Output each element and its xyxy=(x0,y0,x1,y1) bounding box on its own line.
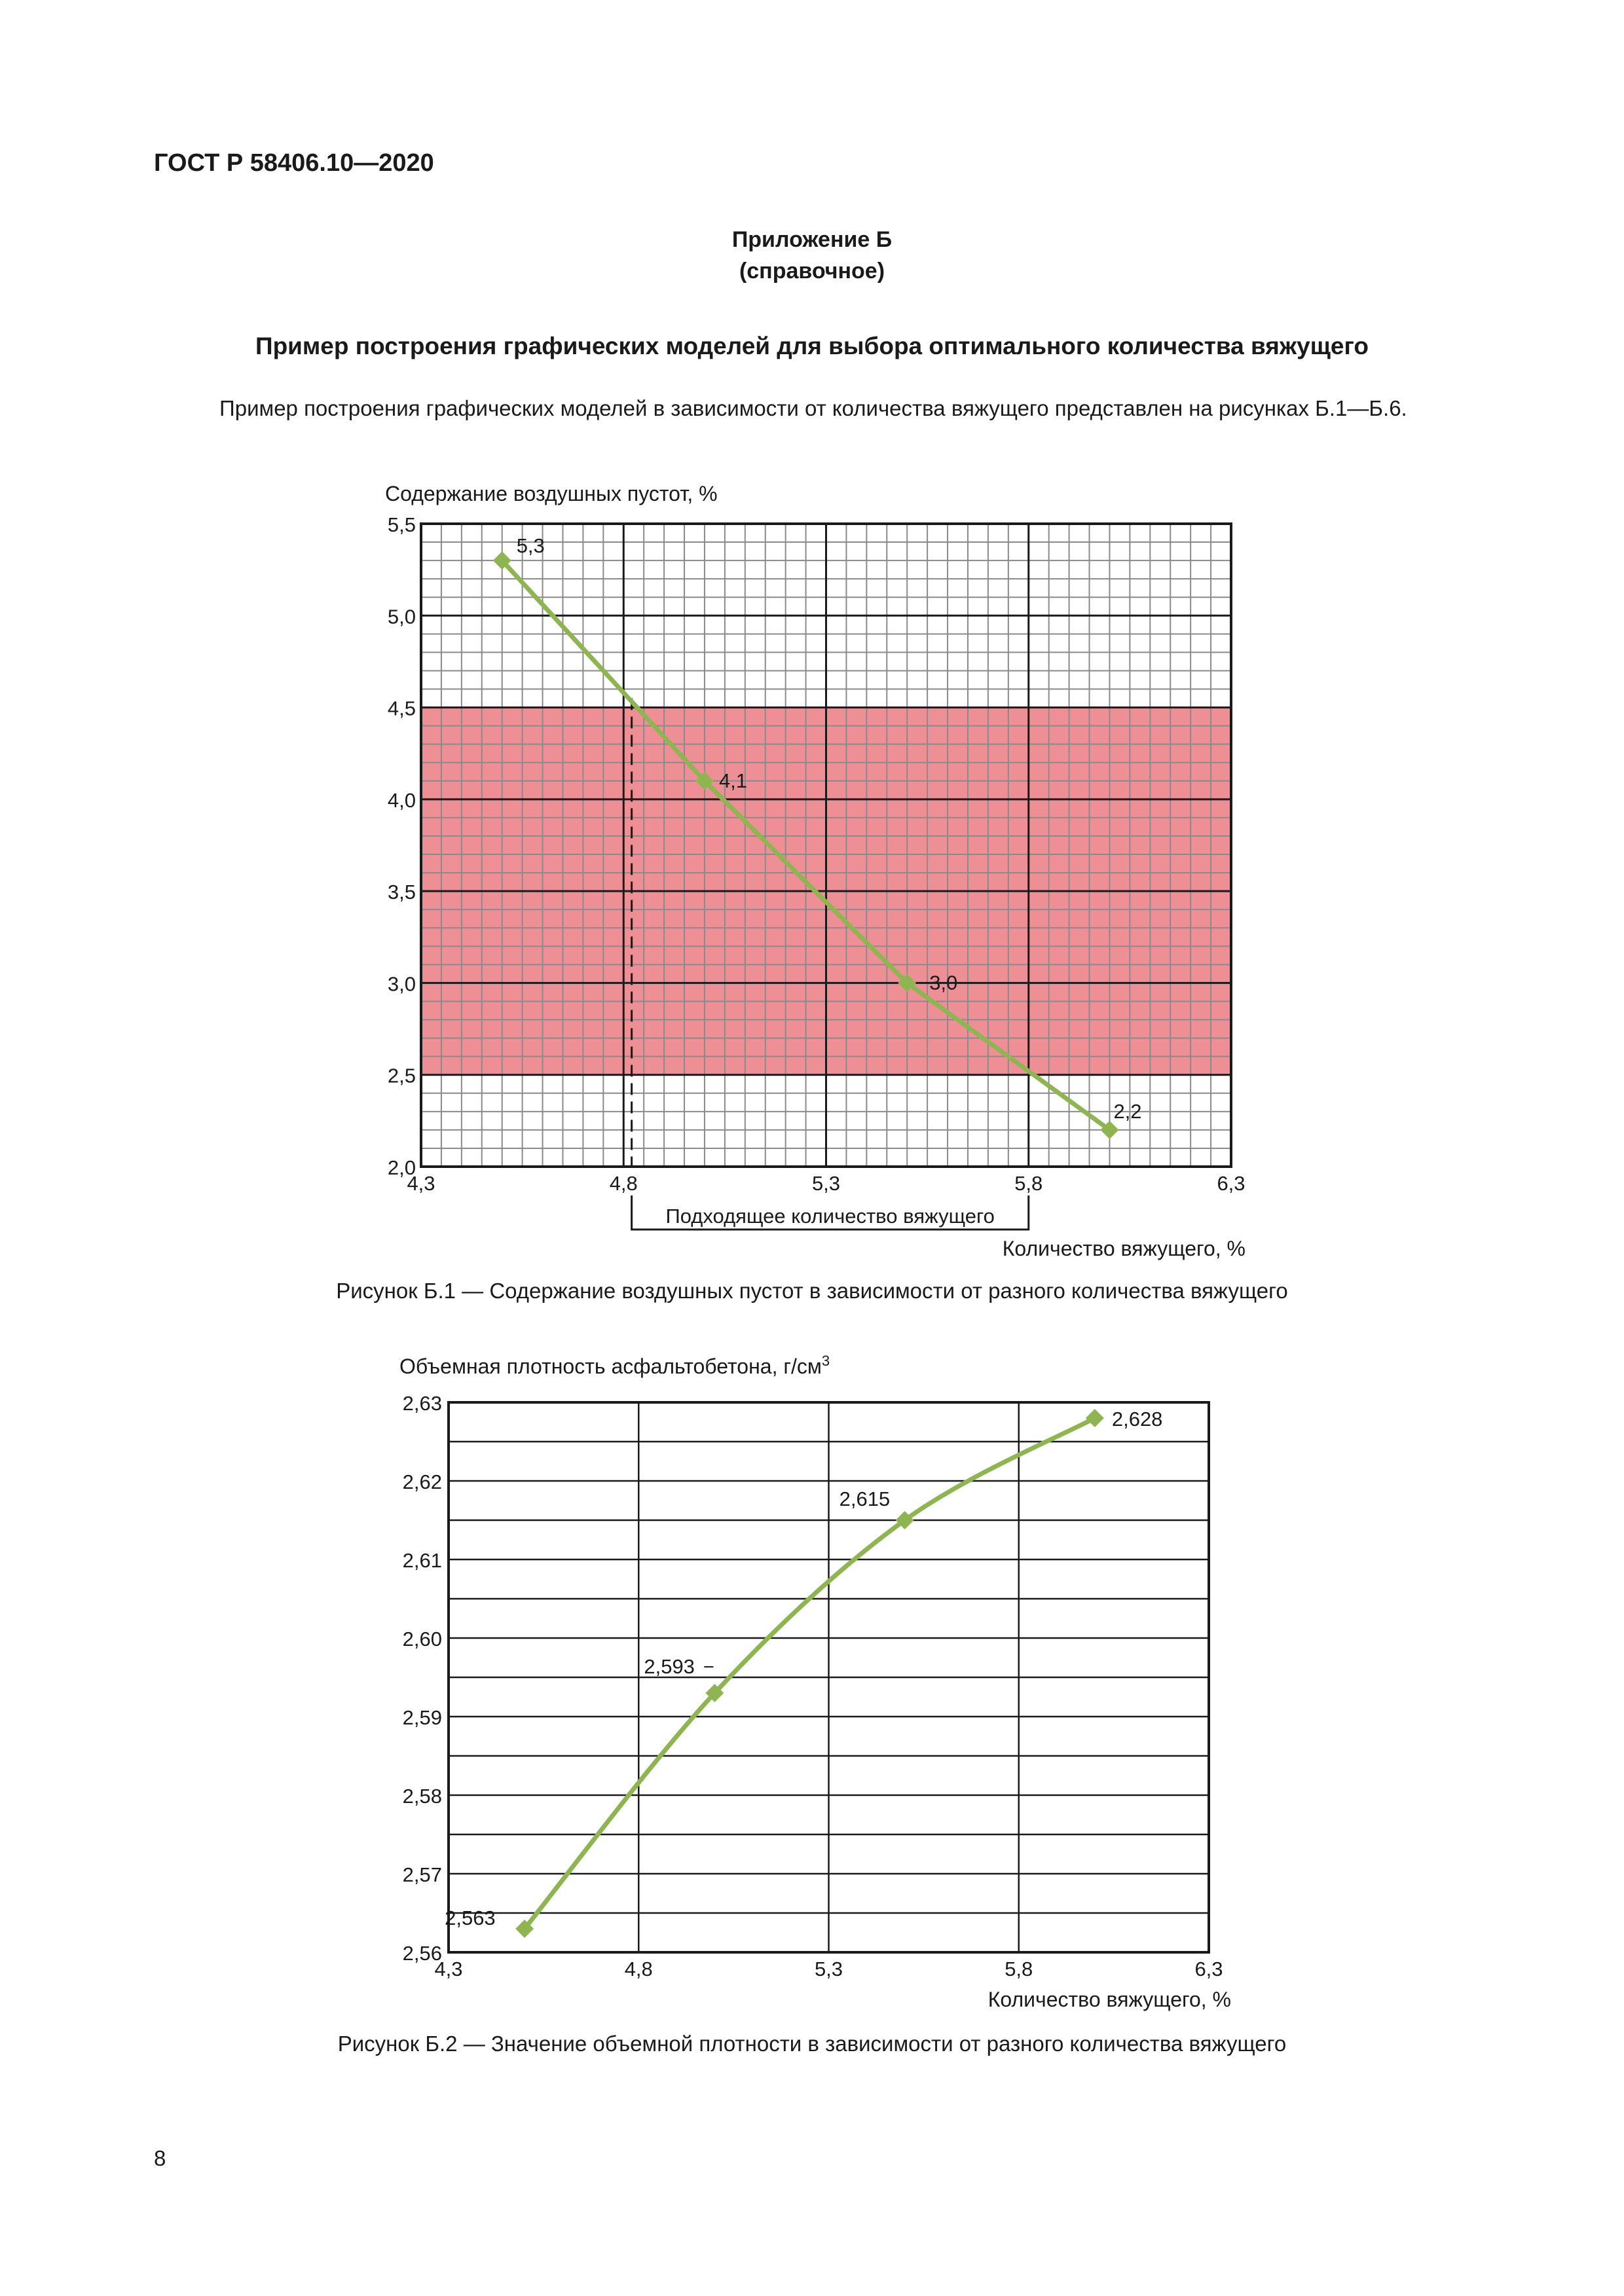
data-label: 4,1 xyxy=(718,769,748,792)
data-label: 2,563 xyxy=(445,1906,496,1929)
section-title: Пример построения графических моделей для выбора оптимального количества вяжущего xyxy=(255,333,1369,359)
document-header: ГОСТ Р 58406.10—2020 xyxy=(154,149,434,177)
y-axis-label-superscript: 3 xyxy=(821,1353,830,1369)
appendix-title: Приложение Б xyxy=(731,227,893,252)
y-tick-label: 2,58 xyxy=(402,1785,442,1808)
y-tick-label: 3,0 xyxy=(387,972,416,996)
x-tick-label: 4,3 xyxy=(407,1172,435,1195)
y-tick-label: 2,57 xyxy=(402,1863,442,1886)
y-tick-label: 2,0 xyxy=(387,1156,416,1179)
appendix-heading xyxy=(0,224,1624,287)
range-bracket-label: Подходящее количество вяжущего xyxy=(665,1205,995,1228)
x-tick-label: 5,3 xyxy=(814,1958,843,1980)
data-label: 2,615 xyxy=(839,1487,891,1510)
data-label: 2,593 xyxy=(644,1655,695,1678)
y-tick-label: 5,0 xyxy=(387,605,416,629)
y-axis-label: Объемная плотность асфальтобетона, $г/см^3$ xyxy=(399,1353,830,1378)
page-number: 8 xyxy=(154,2146,166,2170)
figure-2-caption: Рисунок Б.2 — Значение объемной плотности в зависимости от разного количества вяжущего xyxy=(337,2032,1287,2056)
y-tick-label: 4,0 xyxy=(387,788,416,812)
y-tick-label: 2,60 xyxy=(402,1628,442,1650)
data-label: 5,3 xyxy=(516,534,545,558)
x-axis-label: Количество вяжущего, % xyxy=(1002,1237,1246,1260)
intro-paragraph: Пример построения графических моделей в зависимости от количества вяжущего представлен на рисунках Б.1—Б.6. xyxy=(219,396,1407,420)
y-tick-label: 4,5 xyxy=(387,697,416,720)
bulk-density-chart xyxy=(0,1322,1624,2016)
data-label: 2,2 xyxy=(1113,1099,1142,1123)
y-tick-label: 2,63 xyxy=(402,1392,442,1415)
y-tick-label: 5,5 xyxy=(387,513,416,536)
x-tick-label: 4,3 xyxy=(434,1958,463,1980)
x-tick-label: 4,8 xyxy=(624,1958,653,1980)
figure-1-caption: Рисунок Б.1 — Содержание воздушных пустот в зависимости от разного количества вяжущего xyxy=(336,1279,1288,1303)
appendix-subtitle: (справочное) xyxy=(739,259,885,283)
x-tick-label: 5,3 xyxy=(811,1172,841,1195)
air-voids-chart xyxy=(0,458,1624,1270)
y-tick-label: 2,59 xyxy=(402,1706,442,1729)
x-tick-label: 4,8 xyxy=(609,1172,638,1195)
y-tick-label: 2,5 xyxy=(387,1064,416,1087)
y-tick-label: 2,61 xyxy=(402,1549,442,1572)
y-tick-label: 3,5 xyxy=(387,881,416,904)
y-axis-label: Содержание воздушных пустот, % xyxy=(385,482,718,505)
data-label: 2,628 xyxy=(1111,1408,1163,1430)
y-tick-label: 2,62 xyxy=(402,1470,442,1493)
data-label: 3,0 xyxy=(929,971,958,994)
x-tick-label: 6,3 xyxy=(1217,1172,1246,1195)
x-axis-label: Количество вяжущего, % xyxy=(987,1988,1231,2011)
x-tick-label: 5,8 xyxy=(1014,1172,1043,1195)
y-tick-label: 2,56 xyxy=(402,1942,442,1965)
x-tick-label: 5,8 xyxy=(1005,1958,1033,1980)
x-tick-label: 6,3 xyxy=(1194,1958,1223,1980)
